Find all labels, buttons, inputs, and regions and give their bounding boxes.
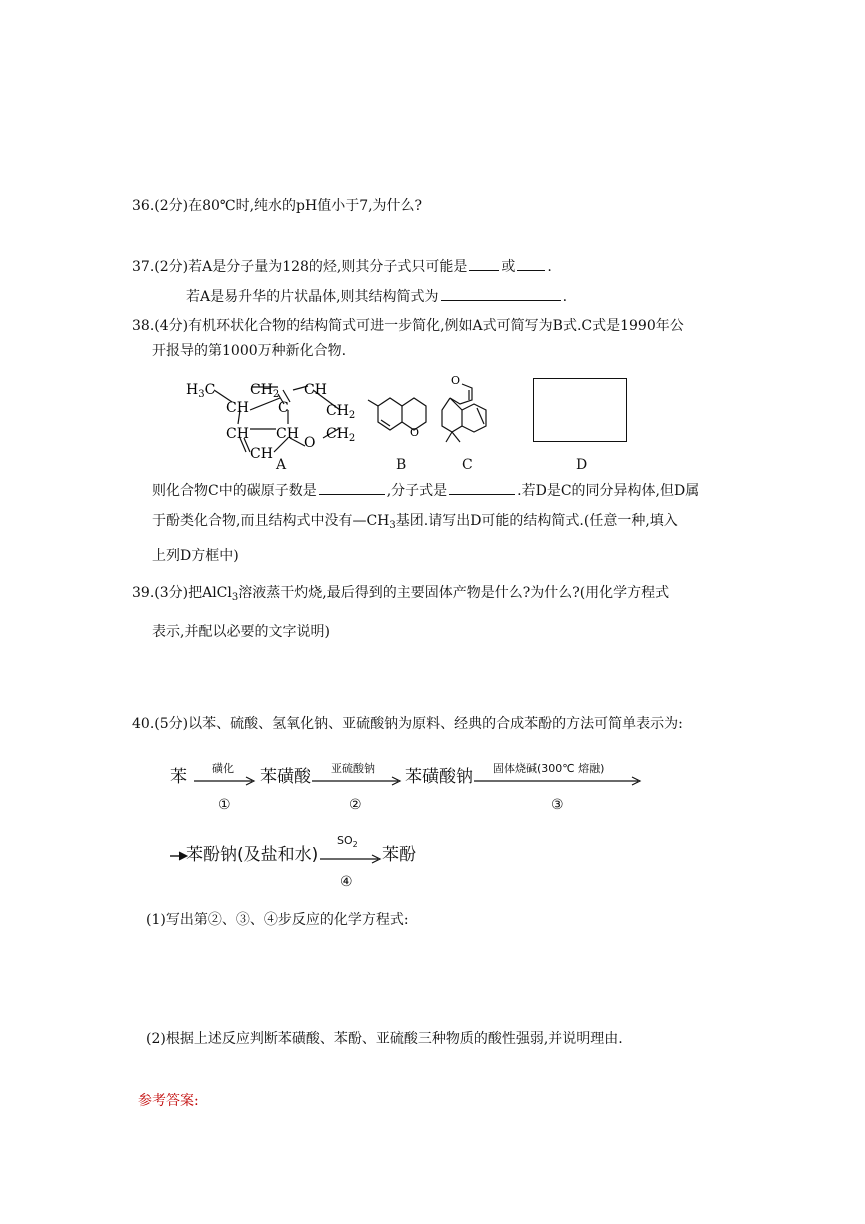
q38-end: .若D是C的同分异构体,但D属 [517,483,700,499]
scheme-benzenesulfonic-acid: 苯磺酸 [260,767,311,787]
label-a: A [276,457,287,473]
so2-sub: 2 [352,840,358,849]
scheme-phenol: 苯酚 [382,845,416,865]
ch-label: CH [304,382,327,398]
label-b: B [396,457,407,473]
step-2-number: ② [349,797,362,813]
q38-line4a: 于酚类化合物,而且结构式中没有—CH [152,513,390,529]
question-39-line1 [132,583,669,608]
ch-label: CH [226,400,249,416]
arrow-icon [312,776,404,786]
q39-line1-sub: 3 [231,592,239,603]
answer-heading: 参考答案: [138,1093,199,1109]
label-d: D [576,457,588,473]
q38-prefix: 则化合物C中的碳原子数是 [152,483,317,499]
scheme-condition-3: 固体烧碱(300℃ 熔融) [493,762,605,775]
o-label: O [451,374,461,387]
question-38-line3 [152,480,699,501]
step-1-number: ① [218,797,231,813]
q37-line2-end: . [562,289,568,305]
q38-line4-sub: 3 [389,520,396,531]
question-38-line1: 38.(4分)有机环状化合物的结构简式可进一步简化,例如A式可简写为B式.C式是1990年公 [132,318,684,334]
o-label: O [304,435,316,451]
c-label: C [278,400,289,416]
step-3-number: ③ [551,797,564,813]
question-37-line2 [186,286,567,307]
answer-blank[interactable] [449,480,515,495]
arrow-icon [474,776,644,786]
question-36: 36.(2分)在80℃时,纯水的pH值小于7,为什么? [132,198,423,214]
h3c-label: $H_3C$ [186,382,216,400]
q37-prefix: 37.(2分)若A是分子量为128的烃,则其分子式只可能是 [132,259,468,275]
o-label: O [410,426,420,439]
q37-or: 或 [501,259,516,275]
step-4-number: ④ [340,874,353,890]
question-38-line5: 上列D方框中) [152,548,239,564]
structure-c-diagram [434,370,504,452]
question-40-sub1: (1)写出第②、③、④步反应的化学方程式: [146,912,409,928]
question-37-line1 [132,256,552,277]
ch-label: CH [276,426,299,442]
question-38-line2: 开报导的第1000万种新化合物. [152,343,347,359]
answer-blank[interactable] [319,480,385,495]
scheme-sodium-benzenesulfonate: 苯磺酸钠 [405,767,473,787]
scheme-condition-4 [337,835,358,851]
question-39-line2: 表示,并配以必要的文字说明) [152,624,330,640]
scheme-sodium-phenoxide: 苯酚钠(及盐和水) [186,845,319,865]
arrow-icon [194,776,258,786]
answer-box-d[interactable] [533,378,627,442]
arrow-icon [320,854,384,864]
answer-blank[interactable] [469,256,499,271]
scheme-benzene: 苯 [170,767,187,787]
ch-label: CH [250,446,273,462]
q39-line1b: 溶液蒸干灼烧,最后得到的主要固体产物是什么?为什么?(用化学方程式 [238,585,670,601]
q37-end: . [547,259,552,275]
q38-mid: ,分子式是 [386,483,448,499]
q37-line2-prefix: 若A是易升华的片状晶体,则其结构简式为 [186,289,439,305]
label-c: C [462,457,473,473]
ch2-label: $CH_2$ [250,382,280,400]
question-38-line4 [152,511,678,536]
ch2-label: $CH_2$ [326,403,356,421]
question-40-line1: 40.(5分)以苯、硫酸、氢氧化钠、亚硫酸钠为原料、经典的合成苯酚的方法可简单表示为: [132,716,683,732]
structure-b-diagram [366,378,436,448]
scheme-condition-2: 亚硫酸钠 [331,762,375,775]
q39-line1a: 39.(3分)把AlCl [132,585,232,601]
answer-blank[interactable] [441,286,561,301]
so2-label: SO [337,834,353,847]
ch-label: CH [226,426,249,442]
answer-blank[interactable] [517,256,545,271]
scheme-condition-1: 磺化 [212,762,234,775]
q38-line4b: 基团.请写出D可能的结构简式.(任意一种,填入 [395,513,678,529]
question-40-sub2: (2)根据上述反应判断苯磺酸、苯酚、亚硫酸三种物质的酸性强弱,并说明理由. [146,1031,623,1047]
ch2-label: $CH_2$ [326,426,356,444]
